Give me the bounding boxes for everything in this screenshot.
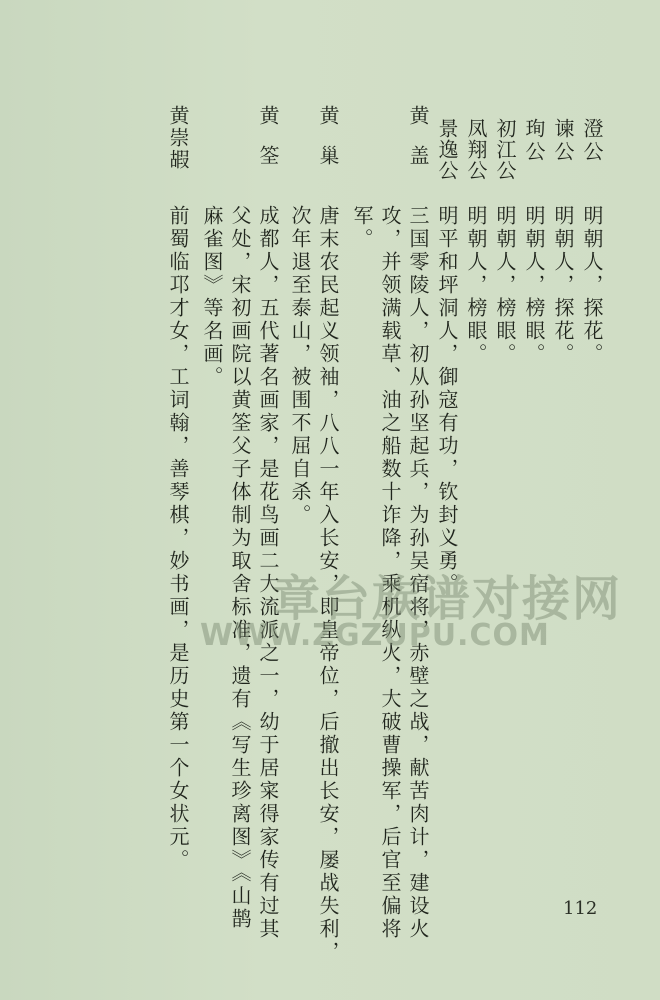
entry-name-jingyigong: 景逸公 [435,118,459,181]
entry-name-huangquan: 黄筌 [256,105,280,185]
entry-text-huangchao-line2: 次年退至泰山，被围不屈自杀。 [288,205,312,527]
entry-name-jiangong: 谏公 [551,118,575,164]
page-number: 112 [563,898,598,919]
entry-name-chenggong: 澄公 [580,118,604,164]
entry-text-jiangong: 明朝人，探花。 [551,205,575,366]
entry-text-xungong: 明朝人，榜眼。 [522,205,546,366]
entry-text-huangchonggu: 前蜀临邛才女，工词翰，善琴棋，妙书画，是历史第一个女状元。 [166,205,190,872]
entry-text-chujianggong: 明朝人，榜眼。 [493,205,517,366]
watermark-chinese: 章台族谱对接网 [272,571,623,627]
watermark-url: WWW.ZGZUPU.COM [200,618,550,653]
entry-text-jingyigong: 明平和坪洞人，御寇有功，钦封义勇。 [435,205,459,596]
entry-name-fengxianggong: 凤翔公 [464,118,488,181]
entry-name-chujianggong: 初江公 [493,118,517,181]
entry-name-huanggai: 黄盖 [406,105,430,185]
entry-name-huangchonggu: 黄崇嘏 [166,105,190,171]
entry-name-xungong: 珣公 [522,118,546,164]
entry-text-huangquan-line3: 麻雀图》等名画。 [200,205,224,389]
entry-text-huanggai-line3: 军。 [350,205,374,251]
entry-text-huanggai-line1: 三国零陵人，初从孙坚起兵，为孙吴宿将，赤壁之战，献苦肉计，建设火 [406,205,430,941]
entry-text-huanggai-line2: 攻，并领满载草、油之船数十诈降，乘机纵火，大破曹操军，后官至偏将 [378,205,402,941]
entry-text-huangquan-line2: 父处，宋初画院以黄筌父子体制为取舍标准，遗有《写生珍离图》《山鹊 [228,205,252,931]
entry-name-huangchao: 黄巢 [316,105,340,185]
entry-text-fengxianggong: 明朝人，榜眼。 [464,205,488,366]
entry-text-huangquan-line1: 成都人，五代著名画家，是花鸟画二大流派之一，幼于居寀得家传有过其 [256,205,280,941]
entry-text-chenggong: 明朝人，探花。 [580,205,604,366]
entry-text-huangchao-line1: 唐末农民起义领袖，八八一年入长安，即皇帝位，后撤出长安，屡战失利， [316,205,340,964]
